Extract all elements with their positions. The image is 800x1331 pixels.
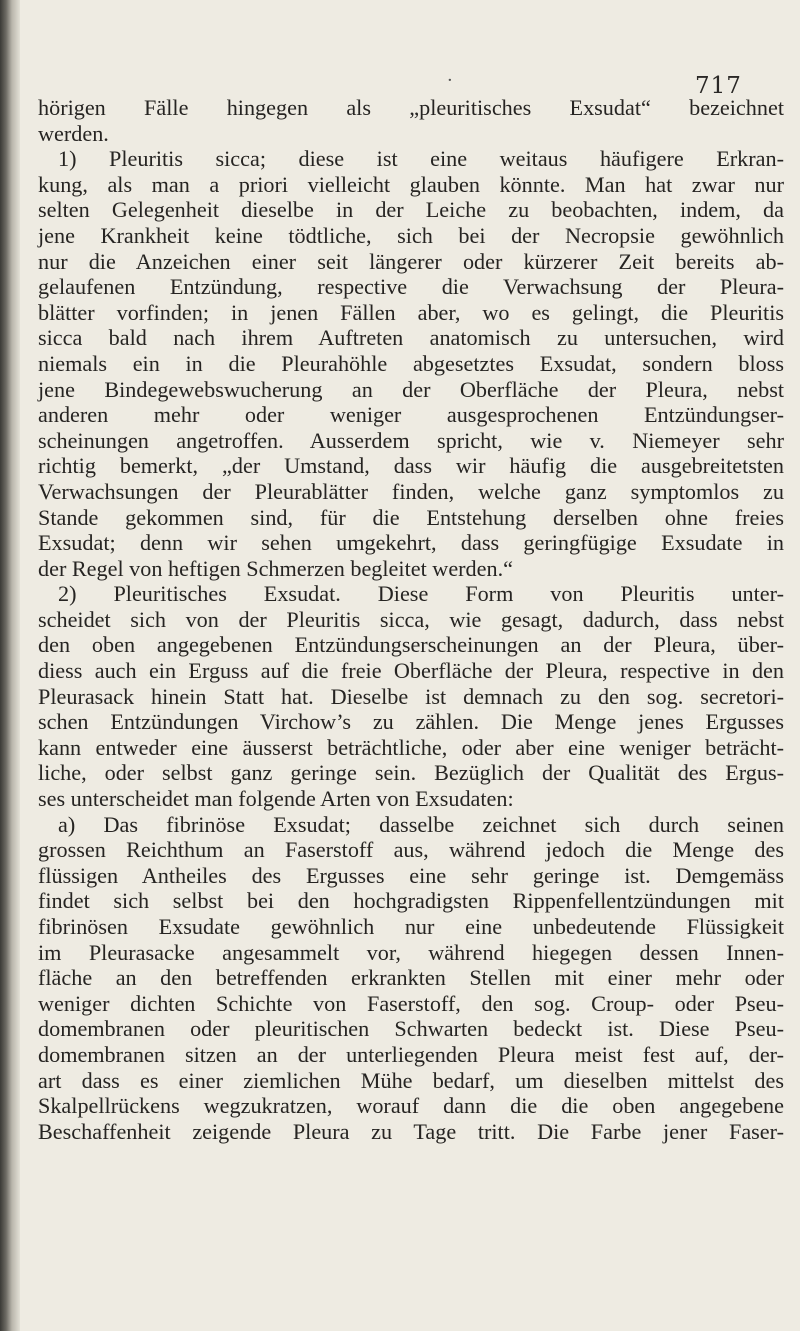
dot-mark: · — [447, 70, 453, 91]
text-line: im Pleurasacke angesammelt vor, während hiegegen dessen Innen- — [38, 939, 784, 965]
text-line: flüssigen Antheiles des Ergusses eine sehr geringe ist. Demgemäss — [38, 862, 784, 888]
text-line: findet sich selbst bei den hochgradigsten Rippenfellentzündungen mit — [38, 888, 784, 914]
text-line: ses unterscheidet man folgende Arten von Exsudaten: — [38, 786, 514, 812]
text-line: Pleurasack hinein Statt hat. Dieselbe ist demnach zu den sog. secretori- — [38, 683, 784, 709]
text-line: hörigen Fälle hingegen als „pleuritisches Exsudat“ bezeichnet — [38, 95, 784, 120]
text-line: selten Gelegenheit dieselbe in der Leiche zu beobachten, indem, da — [38, 197, 784, 223]
text-line: Stande gekommen sind, für die Entstehung derselben ohne freies — [38, 504, 784, 530]
text-line: jene Bindegewebswucherung an der Oberfläche der Pleura, nebst — [38, 376, 784, 402]
text-line: scheidet sich von der Pleuritis sicca, wie gesagt, dadurch, dass nebst — [38, 606, 784, 632]
text-line: domembranen sitzen an der unterliegenden Pleura meist fest auf, der- — [38, 1041, 784, 1067]
book-spine-edge — [0, 0, 20, 1331]
text-line: liche, oder selbst ganz geringe sein. Bezüglich der Qualität des Ergus- — [38, 760, 784, 786]
text-line: der Regel von heftigen Schmerzen begleitet werden.“ — [38, 555, 513, 581]
text-line: Skalpellrückens wegzukratzen, worauf dann die die oben angegebene — [38, 1093, 784, 1119]
text-line: fibrinösen Exsudate gewöhnlich nur eine unbedeutende Flüssigkeit — [38, 914, 784, 939]
text-line: Exsudat; denn wir sehen umgekehrt, dass geringfügige Exsudate in — [38, 530, 784, 556]
text-line: Beschaffenheit zeigende Pleura zu Tage tritt. Die Farbe jener Faser- — [38, 1118, 784, 1144]
text-line: domembranen oder pleuritischen Schwarten bedeckt ist. Diese Pseu- — [38, 1016, 784, 1042]
text-line: richtig bemerkt, „der Umstand, dass wir häufig die ausgebreitetsten — [38, 453, 784, 479]
text-line: gelaufenen Entzündung, respective die Verwachsung der Pleura- — [38, 274, 784, 300]
text-line: scheinungen angetroffen. Ausserdem spricht, wie v. Niemeyer sehr — [38, 427, 784, 453]
text-line: fläche an den betreffenden erkrankten Stellen mit einer mehr oder — [38, 965, 784, 991]
text-line: 1) Pleuritis sicca; diese ist eine weitaus häufigere Erkran- — [58, 146, 784, 172]
page-number: 717 — [695, 73, 742, 99]
text-line: art dass es einer ziemlichen Mühe bedarf, um dieselben mittelst des — [38, 1067, 784, 1093]
text-line: schen Entzündungen Virchow’s zu zählen. Die Menge jenes Ergusses — [38, 709, 784, 735]
text-line: nur die Anzeichen einer seit längerer oder kürzerer Zeit bereits ab- — [38, 248, 784, 274]
text-line: a) Das fibrinöse Exsudat; dasselbe zeichnet sich durch seinen — [58, 811, 784, 837]
text-line: grossen Reichthum an Faserstoff aus, während jedoch die Menge des — [38, 837, 784, 863]
text-line: blätter vorfinden; in jenen Fällen aber, wo es gelingt, die Pleuritis — [38, 299, 784, 325]
text-line: anderen mehr oder weniger ausgesprochenen Entzündungser- — [38, 402, 784, 428]
text-line: werden. — [38, 120, 109, 146]
text-line: 2) Pleuritisches Exsudat. Diese Form von Pleuritis unter- — [58, 581, 784, 607]
text-line: niemals ein in die Pleurahöhle abgesetztes Exsudat, sondern bloss — [38, 350, 784, 376]
text-line: jene Krankheit keine tödtliche, sich bei der Necropsie gewöhnlich — [38, 222, 784, 248]
text-line: sicca bald nach ihrem Auftreten anatomisch zu untersuchen, wird — [38, 325, 784, 351]
text-line: den oben angegebenen Entzündungserscheinungen an der Pleura, über- — [38, 632, 784, 658]
text-line: diess auch ein Erguss auf die freie Oberfläche der Pleura, respective in den — [38, 658, 784, 684]
text-line: weniger dichten Schichte von Faserstoff, den sog. Croup- oder Pseu- — [38, 990, 784, 1016]
text-line: Verwachsungen der Pleurablätter finden, welche ganz symptomlos zu — [38, 478, 784, 504]
text-line: kung, als man a priori vielleicht glauben könnte. Man hat zwar nur — [38, 171, 784, 197]
body-text — [38, 95, 784, 1144]
text-line: kann entweder eine äusserst beträchtliche, oder aber eine weniger beträcht- — [38, 734, 784, 760]
